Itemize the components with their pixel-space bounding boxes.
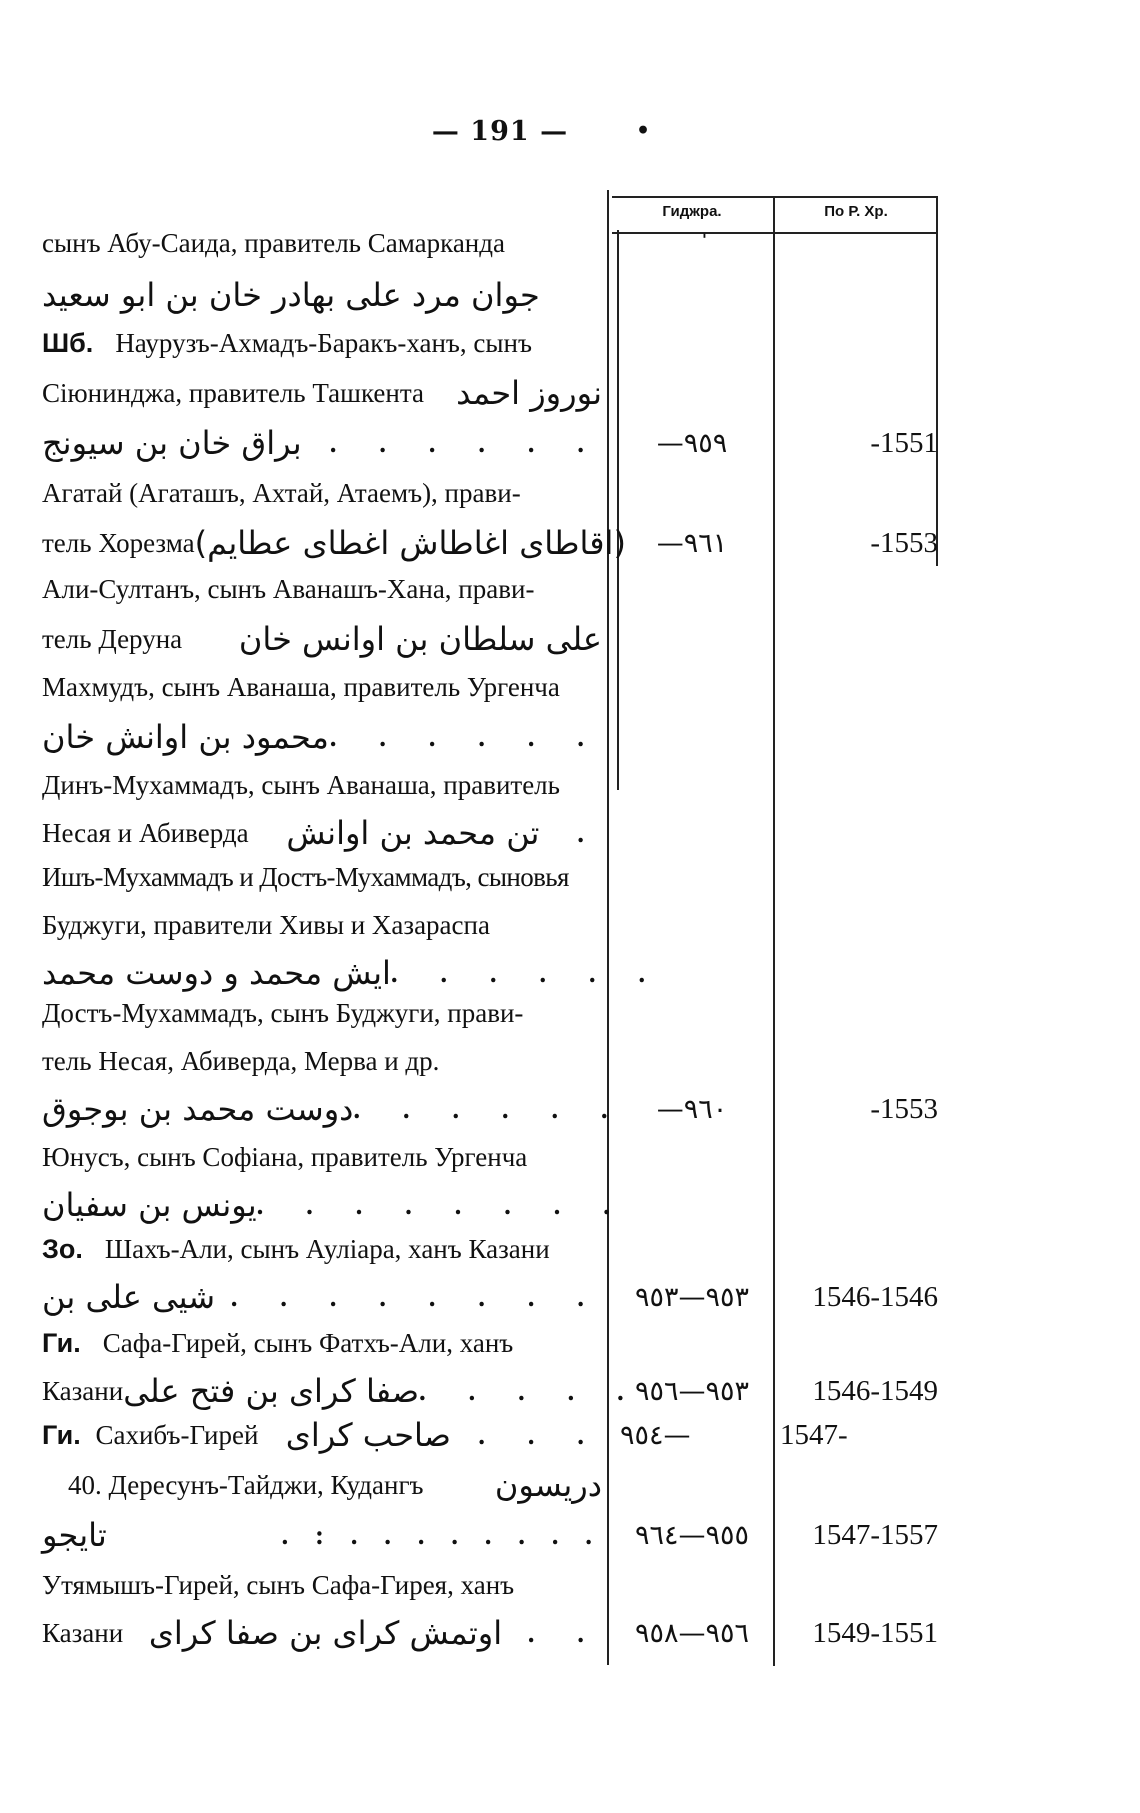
arabic-text: براق خان بن سیونج [42, 424, 302, 462]
entry-line: тель Хорезма [42, 527, 195, 558]
entry-text [42, 520, 626, 566]
table-left-border [607, 190, 609, 1665]
entry-line: Утямышъ-Гирей, сынъ Сафа-Гирея, ханъ [42, 1569, 515, 1600]
ad-date: 1547-1557 [812, 1518, 938, 1551]
hijra-date: —٩٦٠ [656, 1093, 728, 1125]
entry-line: тель Несая, Абиверда, Мерва и др. [42, 1045, 440, 1076]
arabic-name [42, 714, 602, 760]
entry-line: Шахъ-Али, сынъ Ауліара, ханъ Казани [104, 1233, 550, 1264]
entry-line: сынъ Абу-Саида, правитель Самарканда [42, 227, 505, 258]
arabic-text: شیی علی بن [42, 1278, 216, 1316]
arabic-name [42, 272, 602, 318]
column-header-hijra: Гиджра. [662, 203, 722, 220]
entry-line: Казани [42, 1375, 124, 1406]
hijra-date: ٩٥٥—٩٦٤ [634, 1519, 750, 1551]
entry-line: Юнусъ, сынъ Софіана, правитель Ургенча [42, 1141, 528, 1172]
entry-line: Достъ-Мухаммадъ, сынъ Буджуги, прави- [42, 997, 524, 1028]
entry-text [42, 810, 602, 856]
arabic-text: دوست محمد بن بوجوق [42, 1090, 354, 1128]
arabic-text: دریسون [494, 1466, 602, 1504]
entry-line: Сахибъ-Гирей [95, 1419, 259, 1450]
entry-number: Ги. [42, 1327, 81, 1358]
entry-text [42, 1320, 602, 1366]
leader-dots: . . . . . . . . [230, 1281, 602, 1312]
arabic-text: علی سلطان بن اوانس خان [238, 620, 602, 658]
entry-line: Агатай (Агаташъ, Ахтай, Атаемъ), прави- [42, 477, 521, 508]
leader-dots: . . . . . . [329, 427, 602, 458]
entry-line: Сафа-Гирей, сынъ Фатхъ-Али, ханъ [102, 1327, 514, 1358]
entry-line: Динъ-Мухаммадъ, сынъ Аванаша, правитель [42, 769, 560, 800]
hijra-column-mark: ' [702, 230, 707, 249]
entry-text [42, 762, 602, 808]
entry-text [42, 1134, 602, 1180]
hijra-date: —٩٥٩ [656, 427, 728, 459]
arabic-text: تن محمد بن اوانش [286, 814, 540, 852]
entry-text [42, 616, 602, 662]
entry-number: Шб. [42, 327, 94, 358]
table-left-border-inner [617, 230, 619, 790]
table-right-border [936, 196, 938, 566]
hijra-date: ٩٥٣—٩٥٦ [634, 1375, 750, 1407]
ad-date: 1546-1549 [812, 1374, 938, 1407]
entry-text [42, 566, 602, 612]
entry-line: тель Деруна [42, 623, 183, 654]
leader-dots: . . . . . . . . [256, 1189, 628, 1220]
entry-text [42, 220, 602, 266]
hijra-date: —٩٦١ [656, 527, 728, 559]
hijra-date: ٩٥٤— [620, 1419, 691, 1451]
entry-line: Наурузъ-Ахмадъ-Баракъ-ханъ, сынъ [115, 327, 532, 358]
leader-dots: . . . . . . [353, 1093, 626, 1124]
arabic-text: یونس بن سفیان [42, 1186, 257, 1224]
arabic-text: محمود بن اوانش خان [42, 718, 329, 756]
entry-text [42, 470, 602, 516]
entry-text [42, 1562, 602, 1608]
arabic-text: تایجو [42, 1516, 107, 1554]
entry-line: Сіюнинджа, правитель Ташкента [42, 377, 424, 408]
table-top-rule [612, 196, 938, 198]
table-head-rule [612, 232, 938, 234]
arabic-text: صفا کرای بن فتح علی [123, 1372, 420, 1410]
arabic-text: اوتمش کرای بن صفا کرای [148, 1614, 503, 1652]
ad-date: -1551 [870, 426, 938, 459]
column-header-ad: По Р. Хр. [824, 203, 888, 220]
arabic-text: (اقاطای اغاطاش اغطای عطایم) [194, 524, 626, 562]
entry-text [42, 1038, 602, 1084]
entry-text [42, 902, 602, 948]
leader-dots: . . . . . . [329, 721, 602, 752]
leader-dots: . . . . . [419, 1375, 642, 1406]
entry-text [42, 1226, 602, 1272]
leader-dots: . [577, 817, 602, 848]
arabic-name [42, 1512, 602, 1558]
entry-line: Казани [42, 1617, 124, 1648]
leader-dots: . . [527, 1617, 602, 1648]
entry-line: Ишъ-Мухаммадъ и Достъ-Мухаммадъ, сыновья [42, 861, 569, 892]
arabic-text: ایش محمد و دوست محمد [42, 954, 391, 992]
entry-line: Буджуги, правители Хивы и Хазараспа [42, 909, 490, 940]
hijra-date: ٩٥٣—٩٥٣ [634, 1281, 750, 1313]
ad-date: 1549-1551 [812, 1616, 938, 1649]
entry-text [42, 1368, 642, 1414]
leader-dots: . . . . . . [390, 957, 664, 988]
ad-date: -1553 [870, 526, 938, 559]
entry-text [42, 664, 602, 710]
entry-text [42, 370, 602, 416]
arabic-name [42, 1182, 628, 1228]
entry-text [42, 1412, 602, 1458]
entry-text [42, 1462, 602, 1508]
entry-text [42, 854, 602, 900]
entry-text [42, 990, 602, 1036]
entry-line: 40. Дересунъ-Тайджи, Кудангъ [68, 1469, 424, 1500]
page-number: — 191 — [431, 116, 569, 147]
entry-line: Али-Султанъ, сынъ Аванашъ-Хана, прави- [42, 573, 535, 604]
entry-text [42, 1610, 602, 1656]
leader-dots: . : . . . . . . . . [281, 1519, 602, 1550]
arabic-text: صاحب کرای [285, 1416, 451, 1454]
entry-number: Зо. [42, 1233, 83, 1264]
entry-text [42, 320, 602, 366]
leader-dots: . . . [478, 1419, 602, 1450]
entry-line: Махмудъ, сынъ Аванаша, правитель Ургенча [42, 671, 560, 702]
corner-mark: • [636, 118, 651, 144]
entry-line: Несая и Абиверда [42, 817, 249, 848]
arabic-name [42, 1086, 626, 1132]
ad-date: 1546-1546 [812, 1280, 938, 1313]
arabic-name [42, 1274, 602, 1320]
arabic-text: نوروز احمد [456, 374, 602, 412]
ad-date: -1553 [870, 1092, 938, 1125]
ad-date: 1547- [780, 1418, 848, 1451]
hijra-date: ٩٥٦—٩٥٨ [634, 1617, 750, 1649]
entry-number: Ги. [42, 1419, 81, 1450]
arabic-name [42, 420, 602, 466]
arabic-text: جوان مرد علی بهادر خان بن ابو سعید [42, 276, 540, 314]
